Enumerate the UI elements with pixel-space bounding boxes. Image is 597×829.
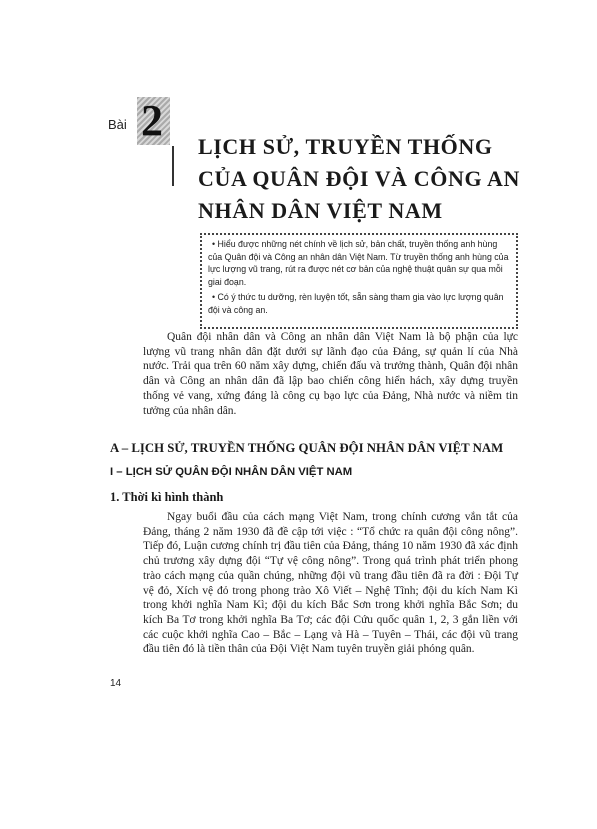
section-a-heading: A – LỊCH SỬ, TRUYỀN THỐNG QUÂN ĐỘI NHÂN DÂN VIỆT NAM [110,441,504,455]
lesson-number: 2 [141,96,163,145]
lesson-number-rule [172,146,174,186]
learning-objectives-box [200,233,518,329]
subsection-1-heading: 1. Thời kì hình thành [110,490,224,504]
objective-item-2: • Có ý thức tu dưỡng, rèn luyện tốt, sẵn sàng tham gia vào lực lượng quân đội và công an. [208,292,504,315]
page-number: 14 [110,678,122,689]
title-line-3: NHÂN DÂN VIỆT NAM [198,198,443,223]
body-paragraph: Ngay buổi đầu của cách mạng Việt Nam, trong chính cương vắn tắt của Đảng, tháng 2 năm 1930 đã đề cập tới việc : “Tổ chức ra quân đội công nông”. Tiếp đó, Luận cương chính trị đầu tiên của Đảng, tháng 10 năm 1930 đã xác định chủ trương xây dựng đội “Tự vệ công nông”. Trong quá trình phát triển phong trào cách mạng của quần chúng, những đội vũ trang đầu tiên đã ra đời : Đội Tự vệ đỏ, Xích vệ đỏ trong phong trào Xô Viết – Nghệ Tĩnh; đội du kích Nam Kì trong khởi nghĩa Nam Kì; đội du kích Bắc Sơn trong khởi nghĩa Bắc Sơn; du kích Ba Tơ trong khởi nghĩa Ba Tơ; các đội Cứu quốc quân 1, 2, 3 gắn liền với các cuộc khởi nghĩa Cao – Bắc – Lạng và Hà – Tuyên – Thái, các đội vũ trang đầu tiên đó là tiền thân của Đội Việt Nam tuyên truyền giải phóng quân. [143,511,518,656]
title-line-1: LỊCH SỬ, TRUYỀN THỐNG [198,134,493,159]
objective-item-1: • Hiểu được những nét chính về lịch sử, bản chất, truyền thống anh hùng của Quân đội và Công an nhân dân Việt Nam. Từ truyền thống anh hùng của lực lượng vũ trang, rút ra được nét cơ bản của nghệ thuật quân sự qua mỗi giai đoạn. [208,239,509,287]
lesson-title [198,131,520,227]
section-i-heading: I – LỊCH SỬ QUÂN ĐỘI NHÂN DÂN VIỆT NAM [110,466,353,478]
intro-paragraph: Quân đội nhân dân và Công an nhân dân Việt Nam là bộ phận của lực lượng vũ trang nhân dân đặt dưới sự lãnh đạo của Đảng, sự quản lí của Nhà nước. Trải qua trên 60 năm xây dựng, chiến đấu và trưởng thành, Quân đội nhân dân và Công an nhân dân đã lập bao chiến công hiển hách, xây dựng truyền thống vẻ vang, xứng đáng là công cụ bạo lực của Đảng, Nhà nước và niềm tin tưởng của nhân dân. [143,331,518,417]
title-line-2: CỦA QUÂN ĐỘI VÀ CÔNG AN [198,166,521,191]
lesson-label: Bài [108,117,127,132]
